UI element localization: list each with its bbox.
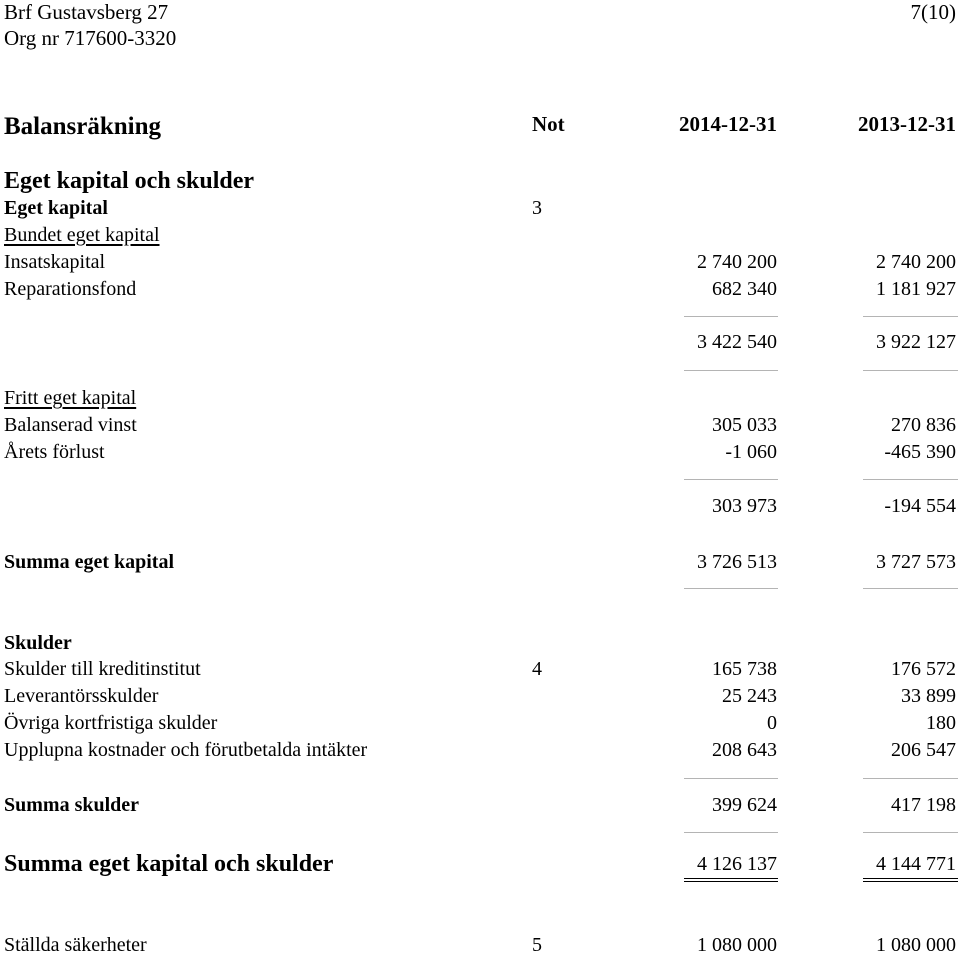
equity-heading: Eget kapital [4,197,108,219]
double-rule [863,881,958,882]
total-liabilities-previous: 417 198 [891,794,956,816]
arets-forlust-previous: -465 390 [884,441,956,463]
total-rule [863,370,958,371]
organization-number: Org nr 717600-3320 [4,26,177,50]
balanserad-vinst-current: 305 033 [712,414,777,436]
reparationsfond-current: 682 340 [712,278,777,300]
double-rule [863,878,958,879]
restricted-equity-total-current: 3 422 540 [697,331,777,353]
note-column-header: Not [532,112,565,136]
restricted-equity-heading: Bundet eget kapital [4,224,160,246]
section-heading: Eget kapital och skulder [4,168,255,194]
insatskapital-current: 2 740 200 [697,251,777,273]
suppliers-label: Leverantörsskulder [4,685,159,707]
grand-total-previous: 4 144 771 [876,853,956,875]
free-equity-total-current: 303 973 [712,495,777,517]
credit-institution-label: Skulder till kreditinstitut [4,658,201,680]
total-equity-label: Summa eget kapital [4,551,174,573]
total-liabilities-label: Summa skulder [4,794,140,816]
subtotal-rule [863,778,958,779]
grand-total-label: Summa eget kapital och skulder [4,851,334,877]
current-year-column-header: 2014-12-31 [679,112,777,136]
other-liabilities-previous: 180 [926,712,956,734]
reparationsfond-previous: 1 181 927 [876,278,956,300]
previous-year-column-header: 2013-12-31 [858,112,956,136]
equity-note: 3 [532,197,542,219]
page-number: 7(10) [910,0,956,24]
arets-forlust-current: -1 060 [725,441,777,463]
double-rule [684,881,778,882]
other-liabilities-label: Övriga kortfristiga skulder [4,712,218,734]
balanserad-vinst-label: Balanserad vinst [4,414,137,436]
total-equity-current: 3 726 513 [697,551,777,573]
suppliers-previous: 33 899 [901,685,956,707]
total-equity-previous: 3 727 573 [876,551,956,573]
pledged-assets-label: Ställda säkerheter [4,934,147,956]
free-equity-heading: Fritt eget kapital [4,387,137,409]
total-rule [863,588,958,589]
other-liabilities-current: 0 [767,712,777,734]
pledged-assets-note: 5 [532,934,542,956]
organization-name: Brf Gustavsberg 27 [4,0,169,24]
subtotal-rule [684,316,778,317]
subtotal-rule [863,316,958,317]
credit-institution-note: 4 [532,658,542,680]
accrued-expenses-label: Upplupna kostnader och förutbetalda intäkter [4,739,368,761]
liabilities-heading: Skulder [4,632,72,654]
credit-institution-previous: 176 572 [891,658,956,680]
restricted-equity-total-previous: 3 922 127 [876,331,956,353]
insatskapital-label: Insatskapital [4,251,106,273]
suppliers-current: 25 243 [722,685,777,707]
accrued-expenses-current: 208 643 [712,739,777,761]
subtotal-rule [684,479,778,480]
total-rule [684,588,778,589]
subtotal-rule [684,778,778,779]
pledged-assets-previous: 1 080 000 [876,934,956,956]
total-rule [684,370,778,371]
balanserad-vinst-previous: 270 836 [891,414,956,436]
arets-forlust-label: Årets förlust [4,441,105,463]
pledged-assets-current: 1 080 000 [697,934,777,956]
total-liabilities-current: 399 624 [712,794,777,816]
grand-total-current: 4 126 137 [697,853,777,875]
free-equity-total-previous: -194 554 [884,495,956,517]
page-title: Balansräkning [4,113,162,140]
total-rule [684,832,778,833]
reparationsfond-label: Reparationsfond [4,278,137,300]
double-rule [684,878,778,879]
subtotal-rule [863,479,958,480]
accrued-expenses-previous: 206 547 [891,739,956,761]
credit-institution-current: 165 738 [712,658,777,680]
insatskapital-previous: 2 740 200 [876,251,956,273]
total-rule [863,832,958,833]
